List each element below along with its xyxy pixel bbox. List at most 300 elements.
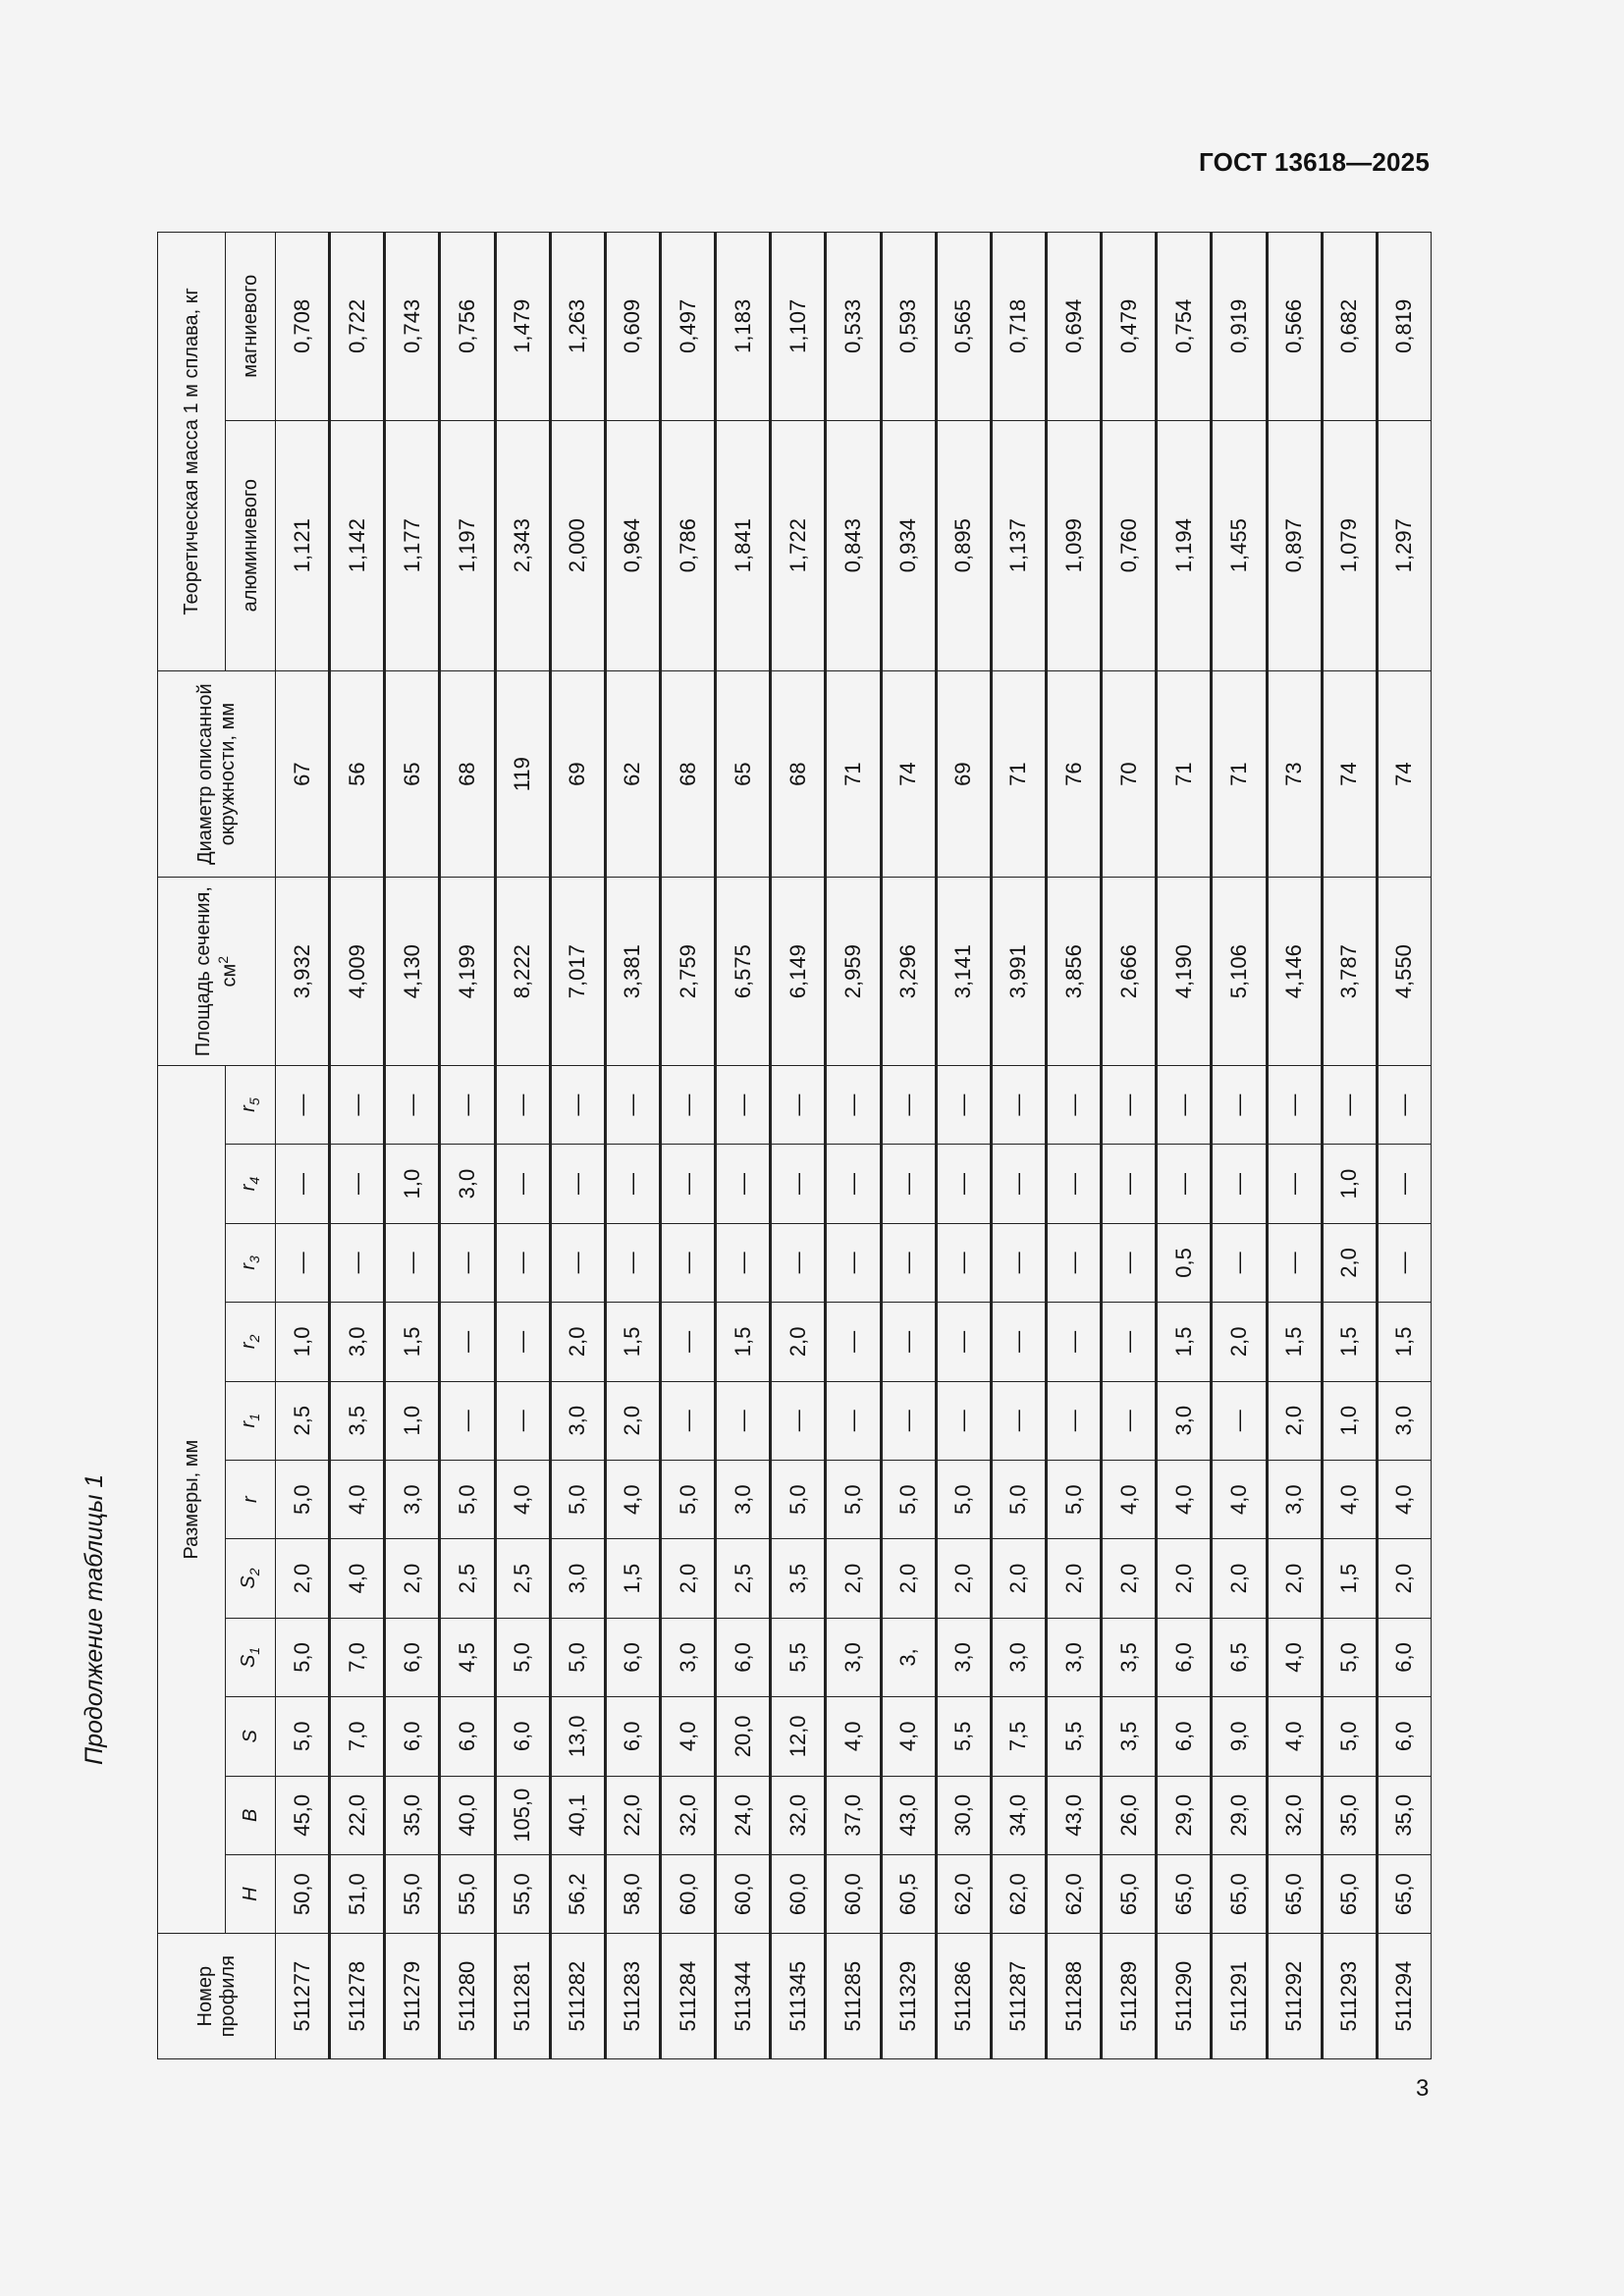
table-cell: 7,5	[991, 1697, 1046, 1776]
table-cell: 5,0	[440, 1460, 495, 1538]
header-dim-subscript: 1	[246, 1646, 263, 1655]
table-cell: 119	[495, 670, 550, 878]
table-cell: 2,0	[1046, 1539, 1101, 1618]
table-cell: —	[826, 1065, 881, 1144]
table-cell: 2,0	[276, 1539, 330, 1618]
table-cell: —	[936, 1381, 991, 1460]
table-cell: 2,0	[1102, 1539, 1157, 1618]
table-cell: 55,0	[440, 1854, 495, 1933]
table-row	[1377, 233, 1431, 2059]
table-row	[1046, 233, 1101, 2059]
table-row	[826, 233, 881, 2059]
table-cell: —	[1046, 1381, 1101, 1460]
table-cell: 3,5	[330, 1381, 385, 1460]
table-cell: 3,5	[1102, 1618, 1157, 1696]
header-area-unit: см	[218, 963, 241, 988]
table-cell: —	[716, 1223, 771, 1302]
table-cell: 1,177	[385, 420, 440, 670]
table-cell: 69	[550, 670, 605, 878]
header-mass: Теоретическая масса 1 м сплава, кг	[158, 233, 226, 671]
table-cell: 1,194	[1157, 420, 1212, 670]
table-cell: 5,0	[276, 1460, 330, 1538]
table-cell: 6,0	[1157, 1697, 1212, 1776]
table-cell: 50,0	[276, 1854, 330, 1933]
table-cell: 22,0	[605, 1776, 660, 1854]
table-cell: 1,297	[1377, 420, 1431, 670]
table-cell: 68	[660, 670, 715, 878]
table-cell: 0,694	[1046, 233, 1101, 421]
profile-number-cell: 511289	[1102, 1934, 1157, 2059]
table-cell: 5,0	[660, 1460, 715, 1538]
table-cell: 6,0	[716, 1618, 771, 1696]
table-cell: 0,754	[1157, 233, 1212, 421]
table-cell: 4,0	[330, 1460, 385, 1538]
table-cell: —	[550, 1223, 605, 1302]
profile-number-cell: 511283	[605, 1934, 660, 2059]
table-cell: 2,0	[936, 1539, 991, 1618]
table-body	[276, 233, 1432, 2059]
profile-number-cell: 511284	[660, 1934, 715, 2059]
table-cell: 56,2	[550, 1854, 605, 1933]
table-cell: 76	[1046, 670, 1101, 878]
table-cell: 5,0	[550, 1460, 605, 1538]
table-cell: 3,0	[716, 1460, 771, 1538]
table-cell: 1,137	[991, 420, 1046, 670]
table-cell: 6,5	[1212, 1618, 1267, 1696]
table-cell: 32,0	[660, 1776, 715, 1854]
table-cell: 5,0	[826, 1460, 881, 1538]
table-cell: 2,0	[1377, 1539, 1431, 1618]
table-cell: —	[330, 1145, 385, 1223]
table-cell: —	[495, 1145, 550, 1223]
table-cell: 5,0	[771, 1460, 826, 1538]
table-cell: 30,0	[936, 1776, 991, 1854]
table-cell: 26,0	[1102, 1776, 1157, 1854]
table-cell: 3,	[881, 1618, 936, 1696]
table-cell: 6,0	[385, 1618, 440, 1696]
profile-number-cell: 511290	[1157, 1934, 1212, 2059]
header-dim-symbol: $r_2$	[238, 1334, 263, 1350]
table-cell: 4,0	[1322, 1460, 1377, 1538]
table-cell: 3,5	[1102, 1697, 1157, 1776]
table-cell: 6,0	[1157, 1618, 1212, 1696]
table-row	[1102, 233, 1157, 2059]
header-dim-10	[226, 1065, 276, 1144]
table-cell: —	[660, 1381, 715, 1460]
table-cell: —	[991, 1145, 1046, 1223]
table-cell: 0,593	[881, 233, 936, 421]
table-cell: 3,5	[771, 1539, 826, 1618]
table-cell: 0,934	[881, 420, 936, 670]
table-cell: 0,843	[826, 420, 881, 670]
table-cell: 71	[826, 670, 881, 878]
table-cell: —	[716, 1145, 771, 1223]
header-profile-number: Номер профиля	[158, 1934, 276, 2059]
table-cell: 65	[716, 670, 771, 878]
table-row	[385, 233, 440, 2059]
table-cell: —	[1267, 1145, 1322, 1223]
table-cell: —	[605, 1145, 660, 1223]
table-cell: 0,919	[1212, 233, 1267, 421]
header-dim-subscript: 2	[246, 1568, 263, 1576]
table-cell: —	[1267, 1065, 1322, 1144]
table-cell: 5,0	[276, 1618, 330, 1696]
table-cell: 65,0	[1267, 1854, 1322, 1933]
table-cell: —	[1102, 1303, 1157, 1381]
table-cell: —	[1377, 1223, 1431, 1302]
table-cell: 67	[276, 670, 330, 878]
table-cell: 1,455	[1212, 420, 1267, 670]
table-cell: 68	[440, 670, 495, 878]
table-cell: 4,0	[826, 1697, 881, 1776]
table-cell: 5,5	[936, 1697, 991, 1776]
table-cell: 35,0	[1377, 1776, 1431, 1854]
table-cell: 4,0	[1267, 1697, 1322, 1776]
header-dim-5	[226, 1460, 276, 1538]
table-cell: 4,0	[605, 1460, 660, 1538]
header-dim-8	[226, 1223, 276, 1302]
table-cell: 0,682	[1322, 233, 1377, 421]
header-dim-symbol: $r_5$	[238, 1097, 263, 1112]
table-cell: —	[1377, 1145, 1431, 1223]
header-dim-subscript: 1	[246, 1414, 263, 1421]
table-cell: 29,0	[1212, 1776, 1267, 1854]
header-dim-subscript: 4	[246, 1176, 263, 1185]
table-cell: —	[936, 1303, 991, 1381]
header-sizes: Размеры, мм	[158, 1065, 226, 1933]
table-cell: 3,0	[936, 1618, 991, 1696]
table-cell: —	[660, 1303, 715, 1381]
table-cell: 6,0	[1377, 1697, 1431, 1776]
profile-number-cell: 511277	[276, 1934, 330, 2059]
table-cell: 6,0	[605, 1697, 660, 1776]
profile-number-cell: 511292	[1267, 1934, 1322, 2059]
table-cell: 24,0	[716, 1776, 771, 1854]
table-cell: 65,0	[1102, 1854, 1157, 1933]
table-cell: —	[276, 1065, 330, 1144]
table-cell: 2,0	[1212, 1303, 1267, 1381]
table-cell: 3,932	[276, 878, 330, 1065]
table-cell: —	[826, 1381, 881, 1460]
table-cell: 60,0	[771, 1854, 826, 1933]
table-cell: —	[605, 1065, 660, 1144]
table-cell: —	[1322, 1065, 1377, 1144]
header-area-label: Площадь сечения,	[191, 886, 214, 1057]
table-cell: 4,0	[881, 1697, 936, 1776]
table-cell: 3,0	[385, 1460, 440, 1538]
table-cell: 4,190	[1157, 878, 1212, 1065]
profile-number-cell: 511278	[330, 1934, 385, 2059]
table-cell: 3,0	[1157, 1381, 1212, 1460]
table-cell: —	[826, 1223, 881, 1302]
profile-number-cell: 511294	[1377, 1934, 1431, 2059]
table-cell: 2,5	[716, 1539, 771, 1618]
table-cell: 1,263	[550, 233, 605, 421]
table-cell: —	[1212, 1145, 1267, 1223]
table-cell: 0,5	[1157, 1223, 1212, 1302]
table-cell: 6,0	[605, 1618, 660, 1696]
table-cell: 6,149	[771, 878, 826, 1065]
table-cell: 2,5	[495, 1539, 550, 1618]
table-cell: —	[440, 1065, 495, 1144]
table-cell: 0,760	[1102, 420, 1157, 670]
table-cell: 37,0	[826, 1776, 881, 1854]
table-cell: 2,0	[826, 1539, 881, 1618]
header-dim-subscript: 5	[246, 1097, 263, 1106]
table-cell: 0,743	[385, 233, 440, 421]
profile-number-cell: 511286	[936, 1934, 991, 2059]
header-dim-2	[226, 1697, 276, 1776]
table-cell: 4,0	[1212, 1460, 1267, 1538]
table-row	[716, 233, 771, 2059]
table-cell: —	[550, 1065, 605, 1144]
table-cell: —	[826, 1145, 881, 1223]
table-cell: 1,841	[716, 420, 771, 670]
header-diameter: Диаметр описанной окружности, мм	[158, 670, 276, 878]
table-cell: 62,0	[991, 1854, 1046, 1933]
profile-number-cell: 511280	[440, 1934, 495, 2059]
table-cell: 3,856	[1046, 878, 1101, 1065]
table-cell: 43,0	[1046, 1776, 1101, 1854]
table-row	[1212, 233, 1267, 2059]
table-cell: —	[1046, 1065, 1101, 1144]
table-cell: 1,0	[385, 1381, 440, 1460]
table-cell: 1,5	[1322, 1539, 1377, 1618]
table-cell: 2,5	[276, 1381, 330, 1460]
table-cell: 40,0	[440, 1776, 495, 1854]
table-cell: —	[991, 1303, 1046, 1381]
table-cell: 5,0	[991, 1460, 1046, 1538]
table-cell: —	[826, 1303, 881, 1381]
table-cell: —	[936, 1065, 991, 1144]
table-row	[330, 233, 385, 2059]
table-cell: —	[660, 1065, 715, 1144]
table-cell: 60,5	[881, 1854, 936, 1933]
table-cell: 60,0	[716, 1854, 771, 1933]
table-cell: 3,296	[881, 878, 936, 1065]
header-area	[158, 878, 276, 1065]
profile-number-cell: 511285	[826, 1934, 881, 2059]
header-dim-subscript: 2	[246, 1334, 263, 1343]
table-cell: 1,107	[771, 233, 826, 421]
table-cell: 4,146	[1267, 878, 1322, 1065]
header-dim-subscript: 3	[246, 1255, 263, 1263]
table-cell: —	[1102, 1381, 1157, 1460]
header-aluminum: алюминиевого	[226, 420, 276, 670]
table-cell: —	[385, 1065, 440, 1144]
table-cell: 3,0	[550, 1381, 605, 1460]
table-cell: 69	[936, 670, 991, 878]
table-cell: —	[881, 1145, 936, 1223]
table-cell: 3,141	[936, 878, 991, 1065]
table-cell: —	[771, 1223, 826, 1302]
table-cell: 2,0	[991, 1539, 1046, 1618]
table-row	[276, 233, 330, 2059]
table-cell: 5,5	[771, 1618, 826, 1696]
table-cell: 6,0	[440, 1697, 495, 1776]
table-cell: —	[771, 1065, 826, 1144]
table-cell: —	[1046, 1145, 1101, 1223]
table-cell: 5,0	[1322, 1618, 1377, 1696]
table-cell: —	[716, 1381, 771, 1460]
table-cell: —	[1102, 1065, 1157, 1144]
table-cell: 5,0	[276, 1697, 330, 1776]
table-row	[1322, 233, 1377, 2059]
table-cell: 0,786	[660, 420, 715, 670]
table-cell: —	[385, 1223, 440, 1302]
table-cell: —	[936, 1145, 991, 1223]
header-dim-symbol: H	[239, 1887, 261, 1901]
table-cell: —	[330, 1065, 385, 1144]
table-cell: —	[330, 1223, 385, 1302]
table-cell: 3,0	[1377, 1381, 1431, 1460]
table-cell: 6,0	[1377, 1618, 1431, 1696]
table-cell: —	[771, 1381, 826, 1460]
table-cell: 0,718	[991, 233, 1046, 421]
table-cell: 4,0	[495, 1460, 550, 1538]
table-cell: 60,0	[826, 1854, 881, 1933]
table-cell: 0,565	[936, 233, 991, 421]
table-cell: 0,497	[660, 233, 715, 421]
table-cell: 1,142	[330, 420, 385, 670]
table-cell: 1,5	[1157, 1303, 1212, 1381]
table-cell: 74	[881, 670, 936, 878]
table-cell: 0,756	[440, 233, 495, 421]
table-cell: —	[991, 1381, 1046, 1460]
header-dim-symbol: $r_1$	[238, 1414, 263, 1428]
table-cell: 62,0	[1046, 1854, 1101, 1933]
table-cell: —	[276, 1145, 330, 1223]
table-cell: 2,0	[1322, 1223, 1377, 1302]
table-cell: 22,0	[330, 1776, 385, 1854]
table-cell: —	[716, 1065, 771, 1144]
table-cell: 35,0	[385, 1776, 440, 1854]
header-area-unit-sup: 2	[214, 955, 231, 964]
profile-number-cell: 511282	[550, 1934, 605, 2059]
rotated-table-frame	[157, 232, 1432, 2059]
table-cell: —	[660, 1223, 715, 1302]
table-cell: 4,550	[1377, 878, 1431, 1065]
table-cell: 20,0	[716, 1697, 771, 1776]
profile-number-cell: 511288	[1046, 1934, 1101, 2059]
table-cell: 2,0	[1212, 1539, 1267, 1618]
table-cell: —	[440, 1381, 495, 1460]
table-cell: 1,5	[716, 1303, 771, 1381]
table-cell: 1,079	[1322, 420, 1377, 670]
table-cell: 1,0	[1322, 1381, 1377, 1460]
table-cell: 3,0	[330, 1303, 385, 1381]
table-cell: —	[440, 1223, 495, 1302]
table-cell: 62,0	[936, 1854, 991, 1933]
profile-number-cell: 511281	[495, 1934, 550, 2059]
table-cell: 6,0	[495, 1697, 550, 1776]
table-cell: 1,121	[276, 420, 330, 670]
header-dim-symbol: B	[239, 1808, 261, 1822]
table-cell: —	[1046, 1303, 1101, 1381]
table-cell: 60,0	[660, 1854, 715, 1933]
table-row	[1157, 233, 1212, 2059]
table-cell: 35,0	[1322, 1776, 1377, 1854]
table-cell: 65,0	[1377, 1854, 1431, 1933]
table-cell: 1,0	[385, 1145, 440, 1223]
table-cell: 4,0	[660, 1697, 715, 1776]
table-cell: —	[881, 1065, 936, 1144]
table-cell: 3,0	[660, 1618, 715, 1696]
table-cell: 65	[385, 670, 440, 878]
table-cell: —	[276, 1223, 330, 1302]
header-dim-3	[226, 1618, 276, 1696]
table-cell: —	[771, 1145, 826, 1223]
table-cell: —	[550, 1145, 605, 1223]
table-cell: —	[991, 1065, 1046, 1144]
table-row	[771, 233, 826, 2059]
table-cell: —	[1157, 1145, 1212, 1223]
table-cell: 5,0	[1046, 1460, 1101, 1538]
table-cell: —	[991, 1223, 1046, 1302]
table-cell: 4,5	[440, 1618, 495, 1696]
table-cell: 0,708	[276, 233, 330, 421]
profile-number-cell: 511291	[1212, 1934, 1267, 2059]
table-cell: 6,575	[716, 878, 771, 1065]
profile-number-cell: 511344	[716, 1934, 771, 2059]
table-cell: 71	[1212, 670, 1267, 878]
table-cell: 105,0	[495, 1776, 550, 1854]
table-cell: 29,0	[1157, 1776, 1212, 1854]
table-cell: 0,566	[1267, 233, 1322, 421]
table-cell: 0,897	[1267, 420, 1322, 670]
table-cell: —	[881, 1381, 936, 1460]
table-cell: 1,5	[1267, 1303, 1322, 1381]
table-cell: —	[495, 1223, 550, 1302]
table-cell: —	[881, 1223, 936, 1302]
table-row	[550, 233, 605, 2059]
table-cell: 2,0	[385, 1539, 440, 1618]
table-cell: 4,199	[440, 878, 495, 1065]
profile-number-cell: 511293	[1322, 1934, 1377, 2059]
table-cell: 68	[771, 670, 826, 878]
table-cell: 2,959	[826, 878, 881, 1065]
table-cell: 2,0	[771, 1303, 826, 1381]
table-cell: 0,819	[1377, 233, 1431, 421]
table-cell: 73	[1267, 670, 1322, 878]
table-cell: 3,381	[605, 878, 660, 1065]
table-cell: 2,0	[881, 1539, 936, 1618]
table-cell: 1,5	[605, 1539, 660, 1618]
table-cell: 1,5	[385, 1303, 440, 1381]
table-cell: 51,0	[330, 1854, 385, 1933]
table-cell: 1,0	[276, 1303, 330, 1381]
table-cell: 1,197	[440, 420, 495, 670]
table-cell: 45,0	[276, 1776, 330, 1854]
table-cell: 6,0	[385, 1697, 440, 1776]
table-cell: 2,0	[1267, 1539, 1322, 1618]
table-cell: 2,666	[1102, 878, 1157, 1065]
table-cell: 5,0	[550, 1618, 605, 1696]
table-cell: 0,533	[826, 233, 881, 421]
table-cell: 70	[1102, 670, 1157, 878]
table-cell: 32,0	[771, 1776, 826, 1854]
header-dim-0	[226, 1854, 276, 1933]
table-cell: 43,0	[881, 1776, 936, 1854]
table-cell: —	[495, 1065, 550, 1144]
header-dim-9	[226, 1145, 276, 1223]
table-cell: —	[1212, 1223, 1267, 1302]
table-cell: 4,0	[1377, 1460, 1431, 1538]
table-cell: 1,5	[1377, 1303, 1431, 1381]
table-cell: 0,722	[330, 233, 385, 421]
table-cell: —	[1102, 1145, 1157, 1223]
table-cell: 5,106	[1212, 878, 1267, 1065]
